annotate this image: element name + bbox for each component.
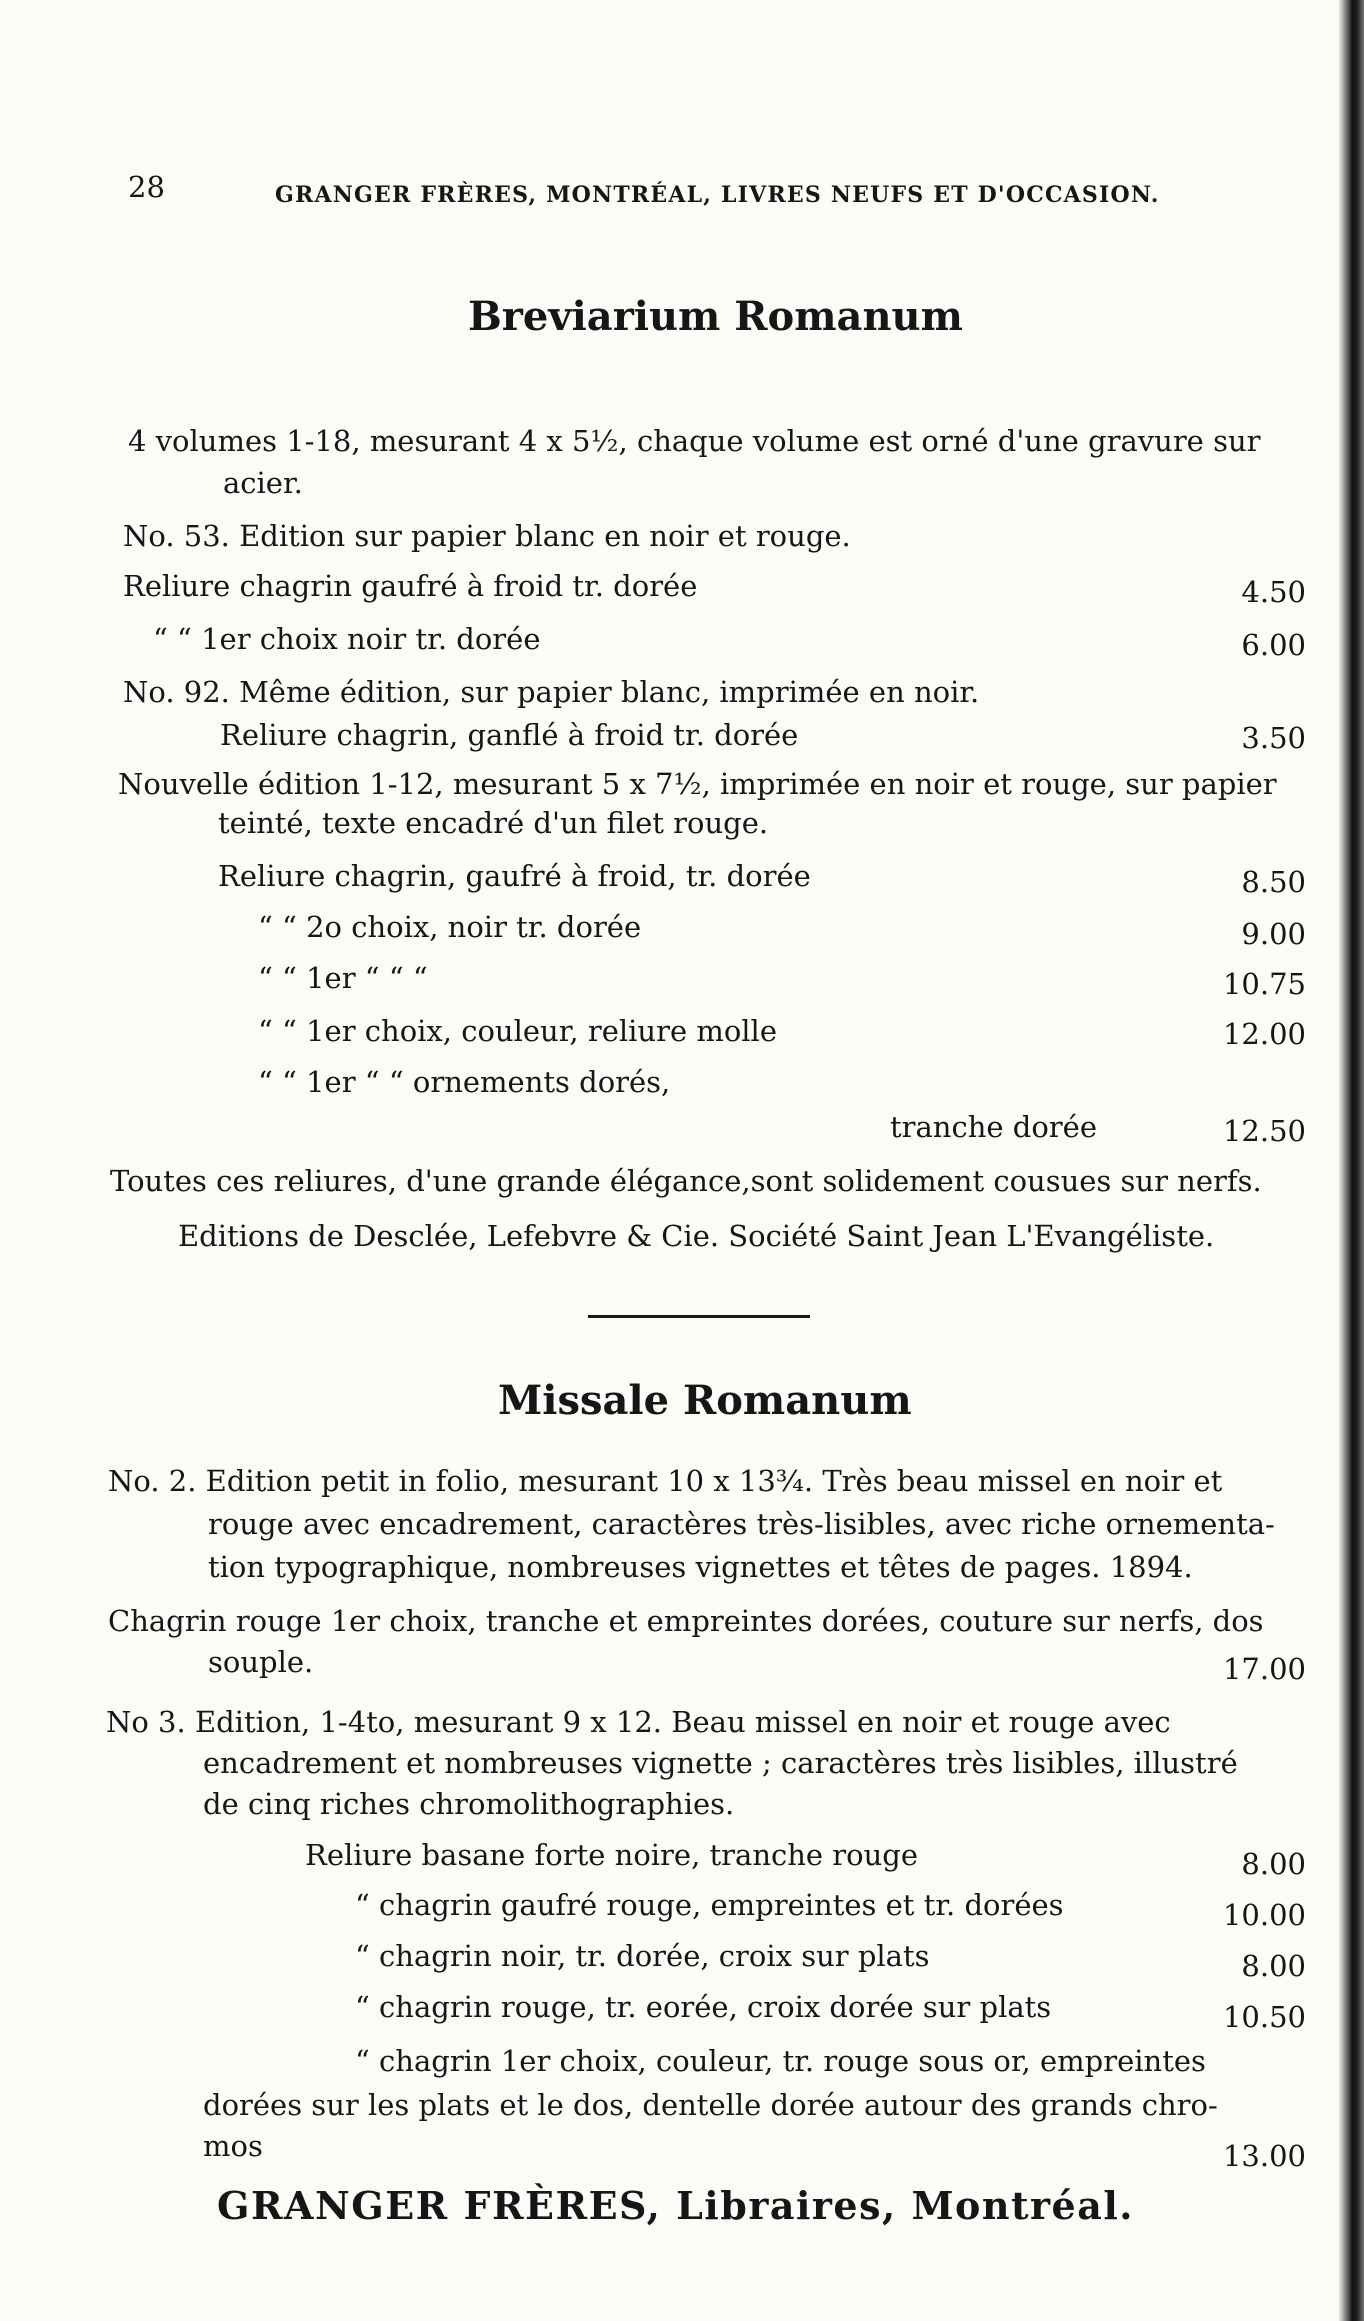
missale-no2-line3: tion typographique, nombreuses vignettes et têtes de pages. 1894. — [208, 1550, 1193, 1584]
missale-no3-line2: encadrement et nombreuses vignette ; caractères très lisibles, illustré — [203, 1746, 1238, 1780]
breviarium-note: Toutes ces reliures, d'une grande élégance,sont solidement cousues sur nerfs. — [110, 1164, 1262, 1198]
missale-chagrin-line1: Chagrin rouge 1er choix, tranche et empreintes dorées, couture sur nerfs, dos — [108, 1604, 1264, 1638]
missale-no2-line2: rouge avec encadrement, caractères très-lisibles, avec riche ornementa- — [208, 1507, 1275, 1541]
missale-last-line2: dorées sur les plats et le dos, dentelle dorée autour des grands chro- — [203, 2088, 1218, 2122]
missale-item2-label: “ chagrin gaufré rouge, empreintes et tr. dorées — [355, 1888, 1064, 1922]
breviarium-item-b2-price: 9.00 — [1241, 917, 1306, 951]
section-title-missale: Missale Romanum — [498, 1377, 912, 1424]
breviarium-no92-item-label: Reliure chagrin, ganflé à froid tr. dorée — [220, 718, 799, 752]
missale-last-line3: mos — [203, 2129, 263, 2163]
breviarium-item-b3-label: “ “ 1er “ “ “ — [258, 961, 428, 995]
missale-item3-price: 8.00 — [1241, 1949, 1306, 1983]
breviarium-intro-line1: 4 volumes 1-18, mesurant 4 x 5½, chaque volume est orné d'une gravure sur — [128, 424, 1261, 458]
missale-no2-line1: No. 2. Edition petit in folio, mesurant 10 x 13¾. Très beau missel en noir et — [108, 1464, 1223, 1498]
breviarium-intro-line2: acier. — [223, 466, 303, 500]
missale-chagrin-price: 17.00 — [1222, 1652, 1306, 1686]
section-divider — [588, 1315, 810, 1318]
section-title-breviarium: Breviarium Romanum — [468, 293, 963, 340]
missale-chagrin-line2: souple. — [208, 1645, 314, 1679]
breviarium-item-b3-price: 10.75 — [1222, 967, 1306, 1001]
breviarium-editions: Editions de Desclée, Lefebvre & Cie. Société Saint Jean L'Evangéliste. — [178, 1219, 1215, 1253]
breviarium-item-b1-price: 8.50 — [1241, 865, 1306, 899]
breviarium-nouvelle-line2: teinté, texte encadré d'un filet rouge. — [218, 806, 769, 840]
breviarium-item-a2-price: 6.00 — [1241, 628, 1306, 662]
breviarium-item-b1-label: Reliure chagrin, gaufré à froid, tr. dorée — [218, 859, 811, 893]
missale-item1-label: Reliure basane forte noire, tranche rouge — [305, 1838, 919, 1872]
running-head: GRANGER FRÈRES, MONTRÉAL, LIVRES NEUFS ET D'OCCASION. — [275, 182, 1160, 208]
page-edge-shadow — [1338, 0, 1364, 2321]
breviarium-item-b4-price: 12.00 — [1222, 1017, 1306, 1051]
missale-item3-label: “ chagrin noir, tr. dorée, croix sur plats — [355, 1939, 930, 1973]
missale-last-line1: “ chagrin 1er choix, couleur, tr. rouge sous or, empreintes — [355, 2044, 1206, 2078]
breviarium-item-a1-price: 4.50 — [1241, 575, 1306, 609]
breviarium-item-last-line1: “ “ 1er “ “ ornements dorés, — [258, 1065, 671, 1099]
missale-item4-price: 10.50 — [1222, 2000, 1306, 2034]
missale-item4-label: “ chagrin rouge, tr. eorée, croix dorée sur plats — [355, 1990, 1052, 2024]
missale-no3-line1: No 3. Edition, 1-4to, mesurant 9 x 12. Beau missel en noir et rouge avec — [106, 1705, 1171, 1739]
missale-no3-line3: de cinq riches chromolithographies. — [203, 1787, 735, 1821]
publisher-imprint: GRANGER FRÈRES, Libraires, Montréal. — [217, 2183, 1135, 2228]
missale-last-price: 13.00 — [1222, 2139, 1306, 2173]
breviarium-item-b2-label: “ “ 2o choix, noir tr. dorée — [258, 910, 642, 944]
page-number: 28 — [128, 170, 165, 204]
breviarium-no92: No. 92. Même édition, sur papier blanc, imprimée en noir. — [123, 675, 980, 709]
missale-item2-price: 10.00 — [1222, 1898, 1306, 1932]
breviarium-nouvelle-line1: Nouvelle édition 1-12, mesurant 5 x 7½, imprimée en noir et rouge, sur papier — [118, 767, 1277, 801]
breviarium-item-last-line2: tranche dorée — [890, 1110, 1097, 1144]
breviarium-item-a1-label: Reliure chagrin gaufré à froid tr. dorée — [123, 569, 698, 603]
breviarium-item-a2-label: “ “ 1er choix noir tr. dorée — [153, 622, 541, 656]
breviarium-no53: No. 53. Edition sur papier blanc en noir et rouge. — [123, 519, 851, 553]
breviarium-no92-item-price: 3.50 — [1241, 721, 1306, 755]
breviarium-item-b4-label: “ “ 1er choix, couleur, reliure molle — [258, 1014, 777, 1048]
missale-item1-price: 8.00 — [1241, 1847, 1306, 1881]
breviarium-item-last-price: 12.50 — [1222, 1114, 1306, 1148]
